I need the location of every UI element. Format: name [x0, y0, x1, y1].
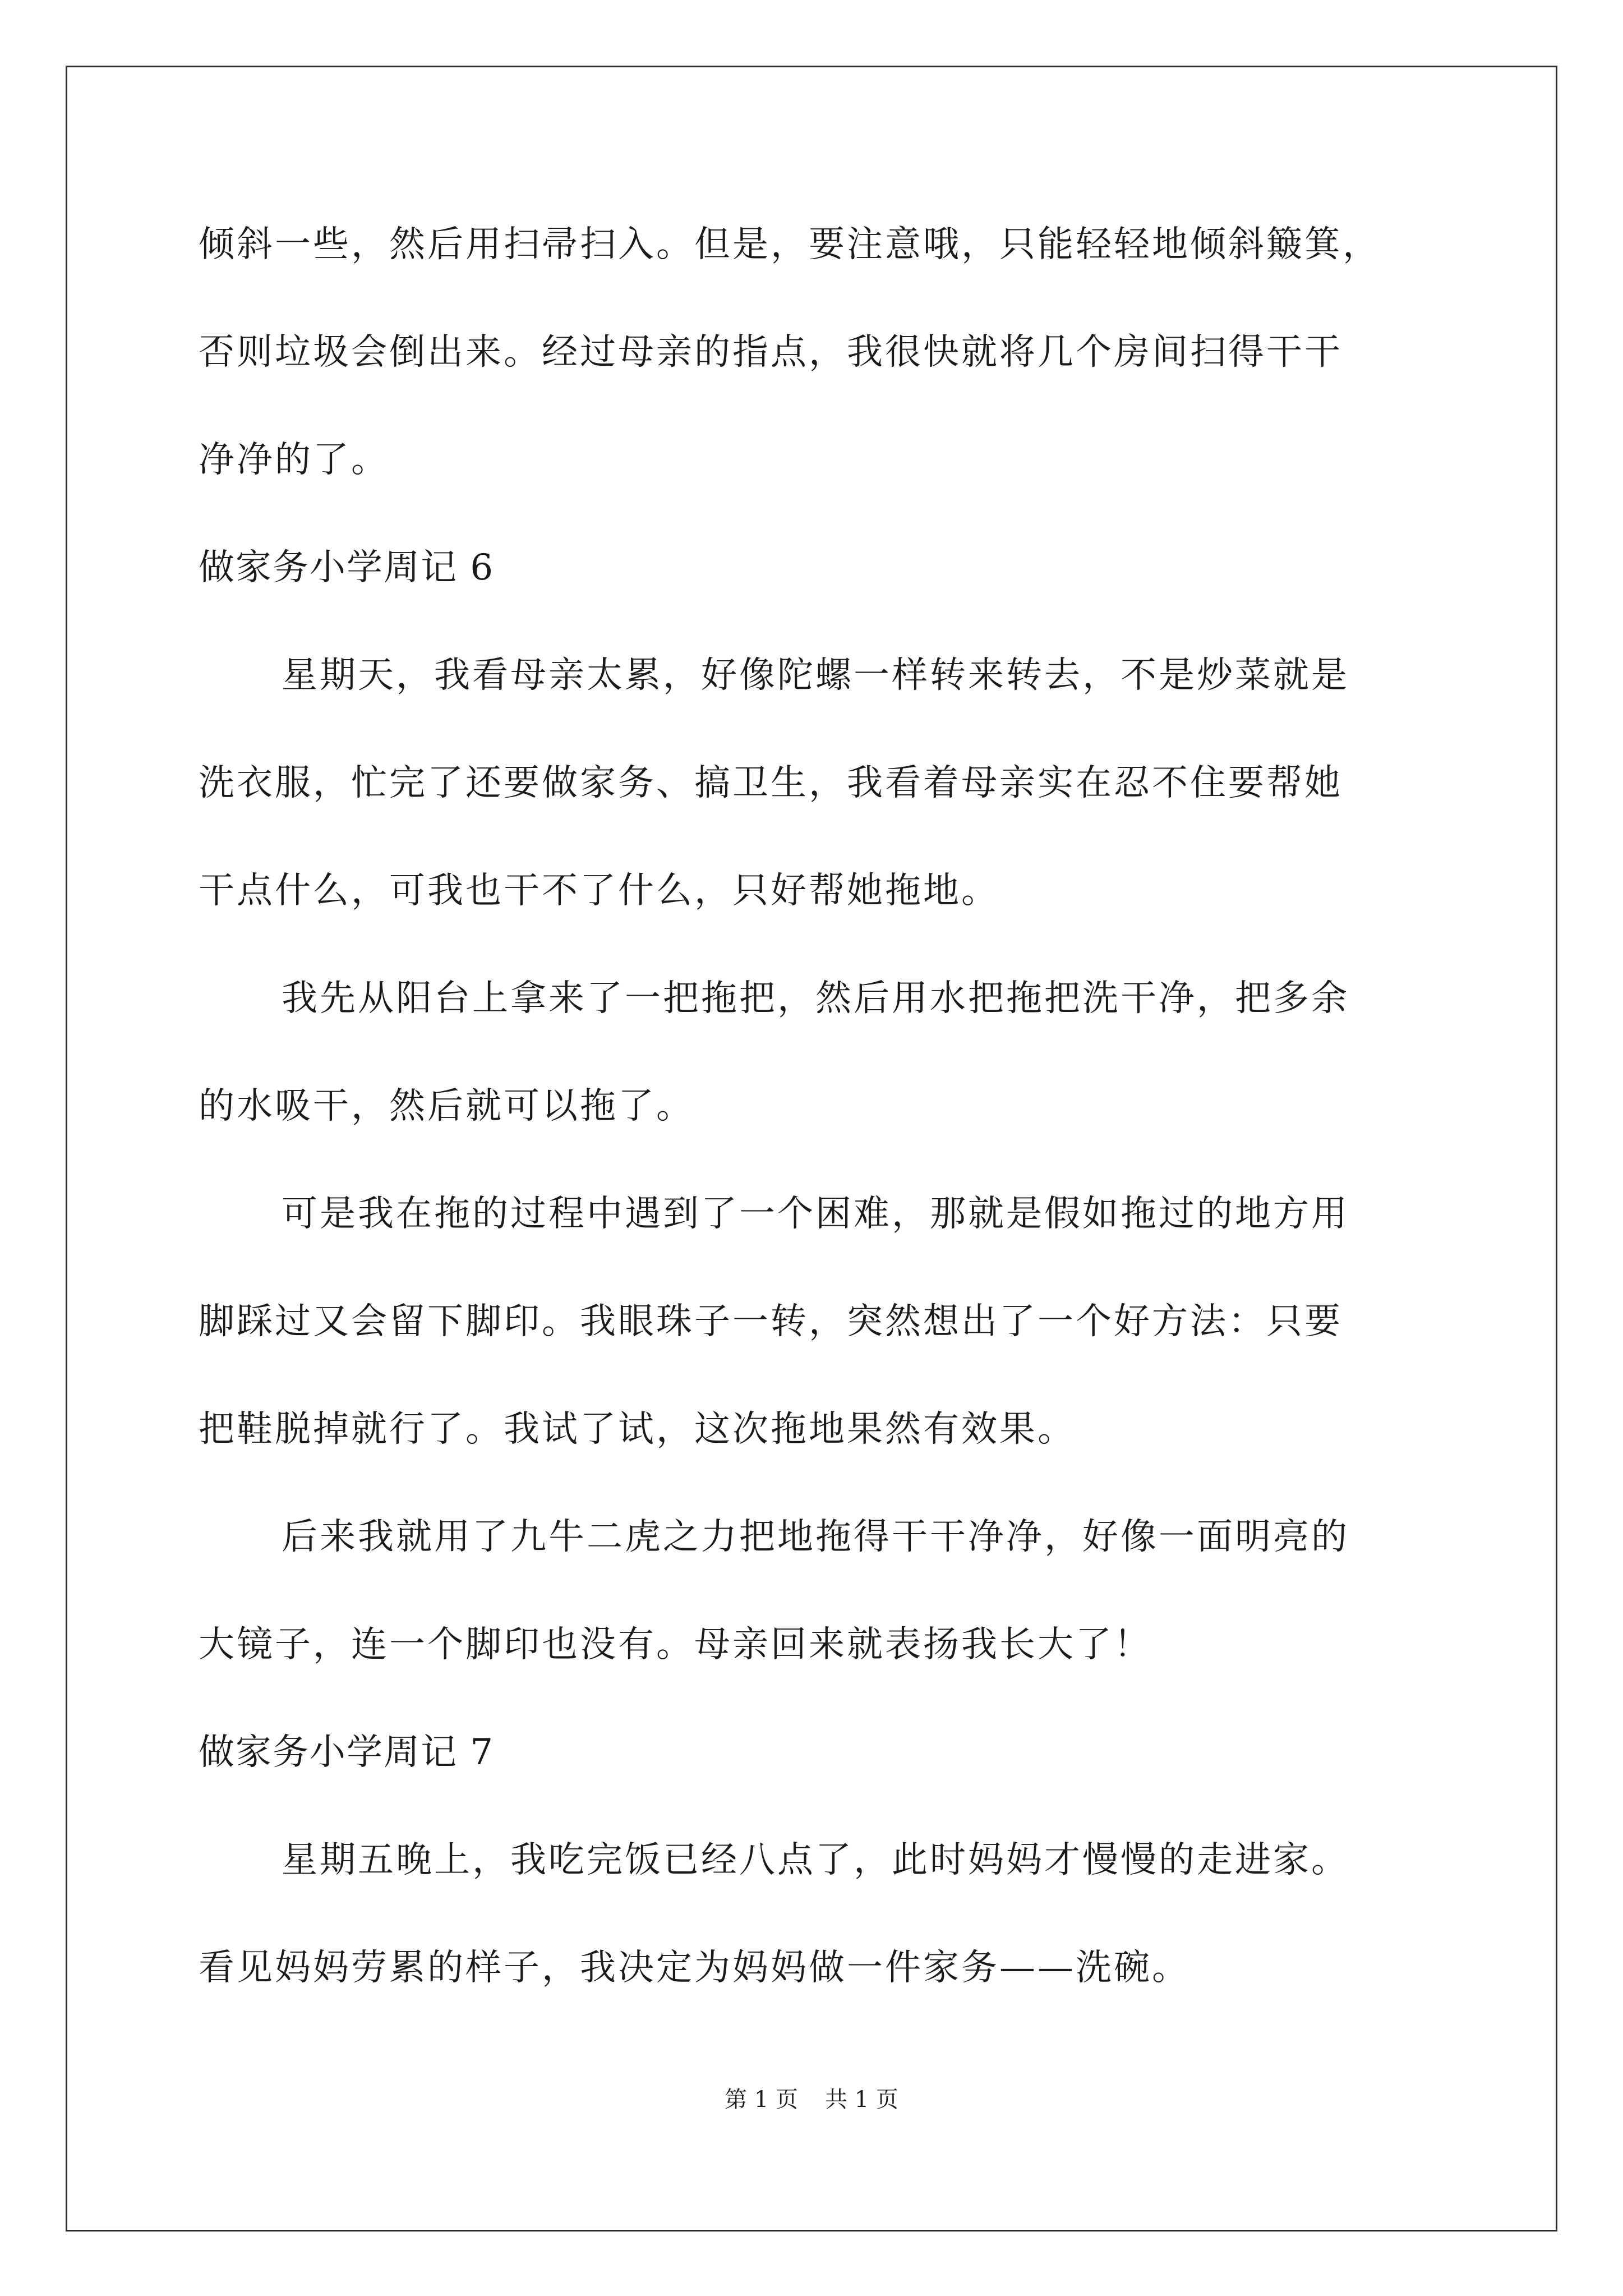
page-number-total: 共 1 页 — [825, 2087, 898, 2113]
text-line: 否则垃圾会倒出来。经过母亲的指点，我很快就将几个房间扫得干干 — [199, 332, 1343, 373]
text-line: 脚踩过又会留下脚印。我眼珠子一转，突然想出了一个好方法：只要 — [199, 1301, 1343, 1342]
paragraph-first-line: 我先从阳台上拿来了一把拖把，然后用水把拖把洗干净，把多余 — [282, 978, 1349, 1019]
text-line: 把鞋脱掉就行了。我试了试，这次拖地果然有效果。 — [199, 1409, 1076, 1450]
section-heading: 做家务小学周记 7 — [199, 1732, 495, 1773]
document-body — [199, 191, 1432, 2022]
page-footer — [0, 2084, 1623, 2115]
text-line: 大镜子，连一个脚印也没有。母亲回来就表扬我长大了！ — [199, 1624, 1152, 1665]
section-heading: 做家务小学周记 6 — [199, 547, 495, 588]
text-line: 干点什么，可我也干不了什么，只好帮她拖地。 — [199, 870, 999, 912]
paragraph-first-line: 可是我在拖的过程中遇到了一个困难，那就是假如拖过的地方用 — [282, 1193, 1349, 1235]
paragraph-first-line: 后来我就用了九牛二虎之力把地拖得干干净净，好像一面明亮的 — [282, 1516, 1349, 1558]
text-line: 净净的了。 — [199, 439, 389, 481]
text-line: 的水吸干，然后就可以拖了。 — [199, 1085, 694, 1127]
text-line: 看见妈妈劳累的样子，我决定为妈妈做一件家务——洗碗。 — [199, 1947, 1190, 1989]
paragraph-first-line: 星期天，我看母亲太累，好像陀螺一样转来转去，不是炒菜就是 — [282, 655, 1349, 696]
paragraph-first-line: 星期五晚上，我吃完饭已经八点了，此时妈妈才慢慢的走进家。 — [282, 1839, 1349, 1881]
page-number-current: 第 1 页 — [725, 2087, 798, 2113]
text-line: 洗衣服，忙完了还要做家务、搞卫生，我看着母亲实在忍不住要帮她 — [199, 762, 1343, 804]
text-line: 倾斜一些，然后用扫帚扫入。但是，要注意哦，只能轻轻地倾斜簸箕， — [199, 224, 1381, 265]
